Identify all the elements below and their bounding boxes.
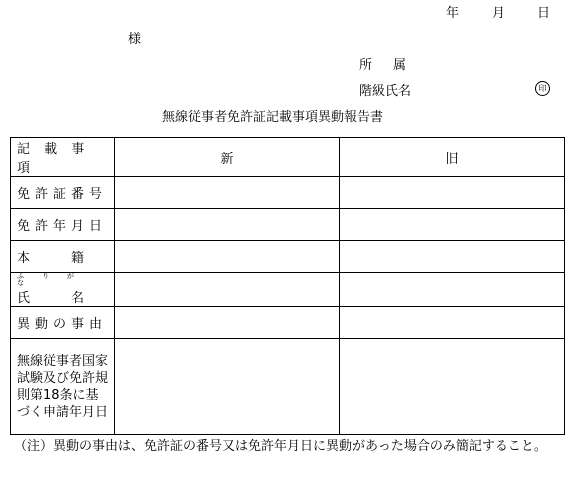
cell-old-license-date[interactable] <box>340 209 565 241</box>
cell-new-domicile[interactable] <box>115 241 340 273</box>
table-row <box>11 177 565 209</box>
footnote-text: 異動の事由は、免許証の番号又は免許年月日に異動があった場合のみ簡記すること。 <box>53 439 547 454</box>
header-new: 新 <box>115 138 340 177</box>
row-label-application-date: 無線従事者国家試験及び免許規則第18条に基づく申請年月日 <box>11 339 115 435</box>
table-row <box>11 339 565 435</box>
table-row <box>11 273 565 307</box>
addressee-suffix: 様 <box>128 32 142 47</box>
header-item: 記 載 事 項 <box>11 138 115 177</box>
table-row <box>11 241 565 273</box>
cell-old-name[interactable] <box>340 273 565 307</box>
cell-new-application-date[interactable] <box>115 339 340 435</box>
rank-name-label: 階級氏名 <box>359 84 412 99</box>
cell-old-application-date[interactable] <box>340 339 565 435</box>
table-row <box>11 307 565 339</box>
cell-old-reason[interactable] <box>340 307 565 339</box>
row-label-license-number: 免許証番号 <box>11 177 115 209</box>
name-ruby: ふりがな <box>17 272 92 287</box>
name-label: 氏 名 <box>17 291 90 306</box>
footnote-prefix: （注） <box>14 439 54 454</box>
seal-icon: 印 <box>535 80 550 96</box>
cell-old-license-number[interactable] <box>340 177 565 209</box>
header-old: 旧 <box>340 138 565 177</box>
date-month: 月 <box>492 6 506 21</box>
date-year: 年 <box>446 6 460 21</box>
affiliation-label: 所 属 <box>359 58 411 73</box>
table-header-row <box>11 138 565 177</box>
cell-old-domicile[interactable] <box>340 241 565 273</box>
row-label-license-date: 免許年月日 <box>11 209 115 241</box>
cell-new-license-number[interactable] <box>115 177 340 209</box>
footnote <box>14 437 580 457</box>
row-label-domicile: 本 籍 <box>11 241 115 273</box>
cell-new-name[interactable] <box>115 273 340 307</box>
table-row <box>11 209 565 241</box>
report-table <box>10 137 565 435</box>
cell-new-reason[interactable] <box>115 307 340 339</box>
date-day: 日 <box>537 6 551 21</box>
cell-new-license-date[interactable] <box>115 209 340 241</box>
row-label-name <box>11 273 115 307</box>
row-label-reason: 異動の事由 <box>11 307 115 339</box>
form-title: 無線従事者免許証記載事項異動報告書 <box>162 110 384 125</box>
